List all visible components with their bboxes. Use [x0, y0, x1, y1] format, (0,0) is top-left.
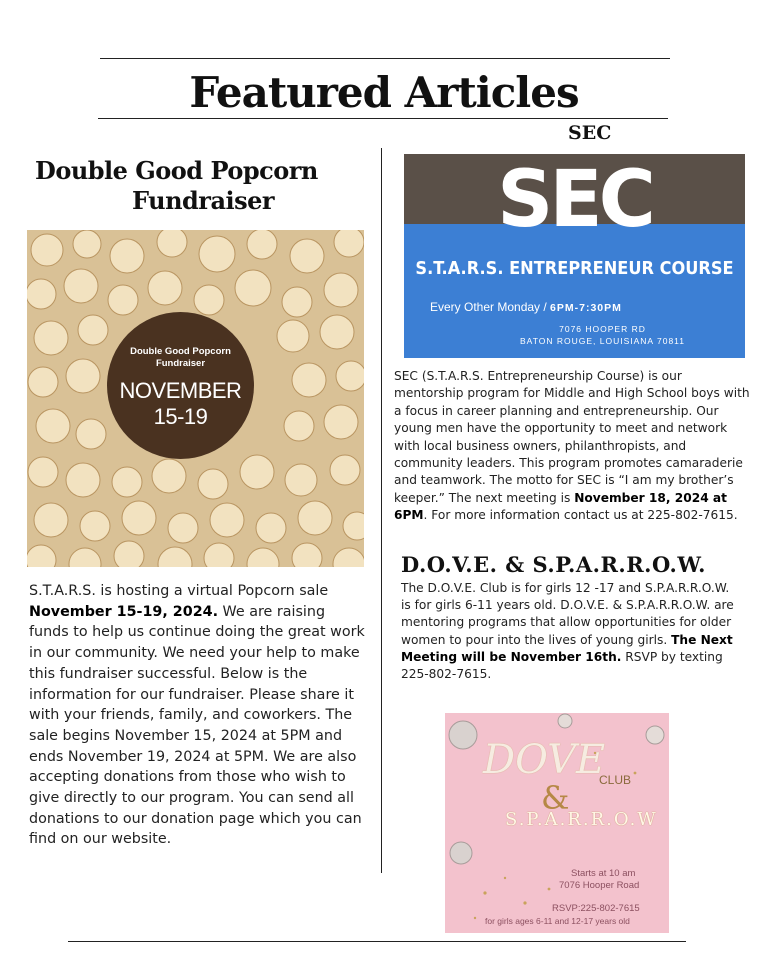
sec-schedule-time: 6PM-7:30PM [550, 302, 622, 314]
popcorn-date-badge [107, 312, 254, 459]
dove-body-intro: The D.O.V.E. Club is for girls 12 -17 and S.P.A.R.R.O.W. is for girls 6-11 years old. D.O.V.E. & S.P.A.R.R.O.W. are mentoring programs that allow opportunities for older women to pour into the lives of young girls. [401, 581, 734, 647]
sec-body [394, 368, 750, 525]
popcorn-body-intro: S.T.A.R.S. is hosting a virtual Popcorn sale [29, 583, 329, 599]
sec-banner [404, 154, 745, 358]
dove-heading: D.O.V.E. & S.P.A.R.R.O.W. [401, 552, 706, 577]
dove-card-starts: Starts at 10 am [571, 868, 636, 879]
dove-card-ampersand: & [541, 779, 570, 817]
badge-month: NOVEMBER [119, 378, 242, 403]
dove-card-address: 7076 Hooper Road [559, 880, 640, 891]
sec-banner-schedule [430, 300, 622, 314]
badge-line2: Fundraiser [155, 358, 206, 369]
badge-line1: Double Good Popcorn [130, 346, 231, 357]
badge-days: 15-19 [153, 404, 208, 429]
dove-body [401, 580, 741, 683]
dove-card-sparrow: S.P.A.R.R.O.W [505, 809, 658, 830]
sec-banner-course: S.T.A.R.S. ENTREPRENEUR COURSE [415, 258, 734, 279]
dove-sparrow-card [445, 713, 669, 933]
popcorn-heading-line1: Double Good Popcorn [35, 156, 318, 185]
popcorn-heading-line2: Fundraiser [132, 186, 275, 215]
sec-banner-address1: 7076 HOOPER RD [559, 324, 646, 334]
top-rule [100, 58, 670, 59]
popcorn-body-rest: We are raising funds to help us continue doing the great work in our community. We need your help to make this fundraiser successful. Below is the information for our fundraiser. Please share it with your friends, family, and coworkers. The sale begins November 15, 2024 at 5PM and ends November 19, 2024 at 5PM. We are also accepting donations from those who wish to give directly to our program. You can send all donations to our donation page which you can find on our website. [29, 603, 365, 848]
popcorn-body [29, 581, 369, 850]
sec-label: SEC [568, 122, 612, 144]
dove-card-club: CLUB [599, 773, 632, 787]
dove-card-dove: DOVE [483, 737, 606, 783]
sec-banner-address2: BATON ROUGE, LOUISIANA 70811 [520, 336, 685, 346]
title-underline [98, 118, 668, 119]
dove-card-ages: for girls ages 6-11 and 12-17 years old [485, 916, 630, 926]
bottom-rule [68, 941, 686, 942]
sec-body-bold: November 18, 2024 at 6PM [394, 490, 727, 523]
dove-card-rsvp: RSVP:225-802-7615 [552, 903, 640, 914]
column-divider [381, 148, 382, 873]
dove-body-bold: The Next Meeting will be November 16th. [401, 632, 733, 664]
dove-body-rest: RSVP by texting 225-802-7615. [401, 649, 723, 682]
sec-schedule-day: Every Other Monday / [430, 300, 551, 314]
sec-body-intro: SEC (S.T.A.R.S. Entrepreneurship Course) is our mentorship program for Middle and High School boys with a focus in career planning and entrepreneurship. Our young men have the opportunity to meet and network with local business owners, philanthropists, and community leaders. This program promotes camaraderie and teamwork. The motto for SEC is “I am my brother’s keeper.” The next meeting is [394, 369, 750, 505]
popcorn-body-bold: November 15-19, 2024. [29, 603, 219, 620]
sec-body-rest: . For more information contact us at 225-802-7615. [423, 508, 738, 523]
popcorn-image [27, 230, 364, 567]
page-title: Featured Articles [189, 68, 579, 117]
sec-banner-title: SEC [497, 155, 652, 245]
